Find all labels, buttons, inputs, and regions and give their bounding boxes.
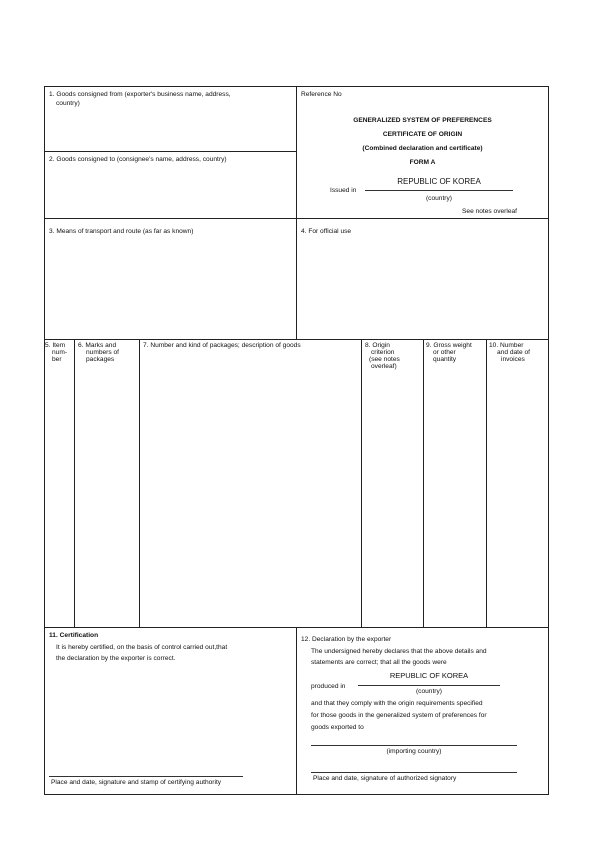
col8-header-line: criterion bbox=[371, 349, 395, 356]
box1-label-line2: country) bbox=[56, 100, 80, 107]
box3-label: 3. Means of transport and route (as far as known) bbox=[49, 228, 194, 235]
box12-line5: goods exported to bbox=[311, 724, 364, 731]
box12-signature-line bbox=[311, 772, 517, 773]
title-combined: (Combined declaration and certificate) bbox=[362, 145, 483, 152]
divider-col5 bbox=[74, 339, 75, 627]
box12-heading: 12. Declaration by the exporter bbox=[301, 636, 392, 643]
box11-heading: 11. Certification bbox=[49, 632, 99, 639]
produced-in-underline bbox=[358, 685, 500, 686]
divider-col9 bbox=[486, 339, 487, 627]
col9-header-line: quantity bbox=[433, 356, 457, 363]
col8-header-line: overleaf) bbox=[371, 363, 397, 370]
produced-in-label: produced in bbox=[311, 683, 346, 690]
box2-label: 2. Goods consigned to (consignee's name, address, country) bbox=[49, 156, 227, 163]
box4-label: 4. For official use bbox=[301, 228, 352, 235]
col10-header-line: and date of bbox=[497, 349, 530, 356]
divider-col7 bbox=[361, 339, 362, 627]
col10-header-line: 10. Number bbox=[489, 342, 524, 349]
issued-in-underline bbox=[365, 190, 513, 191]
col8-header-line: 8. Origin bbox=[365, 342, 390, 349]
box12-line4: for those goods in the generalized system of preferences for bbox=[311, 712, 487, 719]
col8-header-line: (see notes bbox=[369, 356, 400, 363]
issued-in-label: Issued in bbox=[330, 187, 357, 194]
produced-in-value: REPUBLIC OF KOREA bbox=[389, 671, 469, 680]
title-certificate: CERTIFICATE OF ORIGIN bbox=[382, 131, 463, 138]
col7-header: 7. Number and kind of packages; description of goods bbox=[143, 342, 301, 349]
divider-row-columns bbox=[44, 339, 549, 340]
box11-line1: It is hereby certified, on the basis of control carried out,that bbox=[56, 644, 228, 651]
divider-vertical-bottom bbox=[296, 627, 297, 795]
title-form-a: FORM A bbox=[409, 159, 436, 166]
importing-country-label: (importing country) bbox=[386, 748, 442, 755]
col5-header-line: 5. Item bbox=[45, 342, 66, 349]
divider-col6 bbox=[139, 339, 140, 627]
reference-label: Reference No bbox=[301, 91, 342, 98]
col5-header-line: num- bbox=[52, 349, 68, 356]
col10-header-line: invoices bbox=[501, 356, 525, 363]
issued-in-value: REPUBLIC OF KOREA bbox=[397, 177, 481, 186]
issued-country-sublabel: (country) bbox=[425, 195, 452, 202]
col9-header-line: or other bbox=[433, 349, 456, 356]
col6-header-line: numbers of bbox=[86, 349, 119, 356]
box12-line3: and that they comply with the origin requirements specified bbox=[311, 700, 483, 707]
importing-country-line bbox=[311, 745, 517, 746]
box11-footer: Place and date, signature and stamp of certifying authority bbox=[51, 779, 222, 786]
box12-line1: The undersigned hereby declares that the above details and bbox=[311, 648, 487, 655]
divider-box1-box2 bbox=[44, 151, 296, 152]
box12-footer: Place and date, signature of authorized signatory bbox=[313, 775, 457, 782]
col9-header-line: 9. Gross weight bbox=[426, 342, 472, 349]
divider-col8 bbox=[423, 339, 424, 627]
divider-row-transport bbox=[44, 218, 549, 219]
title-gsp: GENERALIZED SYSTEM OF PREFERENCES bbox=[353, 117, 492, 124]
col5-header-line: ber bbox=[52, 356, 62, 363]
box11-line2: the declaration by the exporter is correct. bbox=[56, 655, 176, 662]
col6-header-line: packages bbox=[86, 356, 115, 363]
see-notes-overleaf: See notes overleaf bbox=[462, 208, 517, 215]
box11-signature-line bbox=[49, 776, 243, 777]
box12-line2: statements are correct; that all the goods were bbox=[311, 659, 447, 666]
produced-country-sublabel: (country) bbox=[415, 688, 442, 695]
col6-header-line: 6. Marks and bbox=[78, 342, 117, 349]
box1-label-line1: 1. Goods consigned from (exporter's business name, address, bbox=[49, 91, 231, 98]
